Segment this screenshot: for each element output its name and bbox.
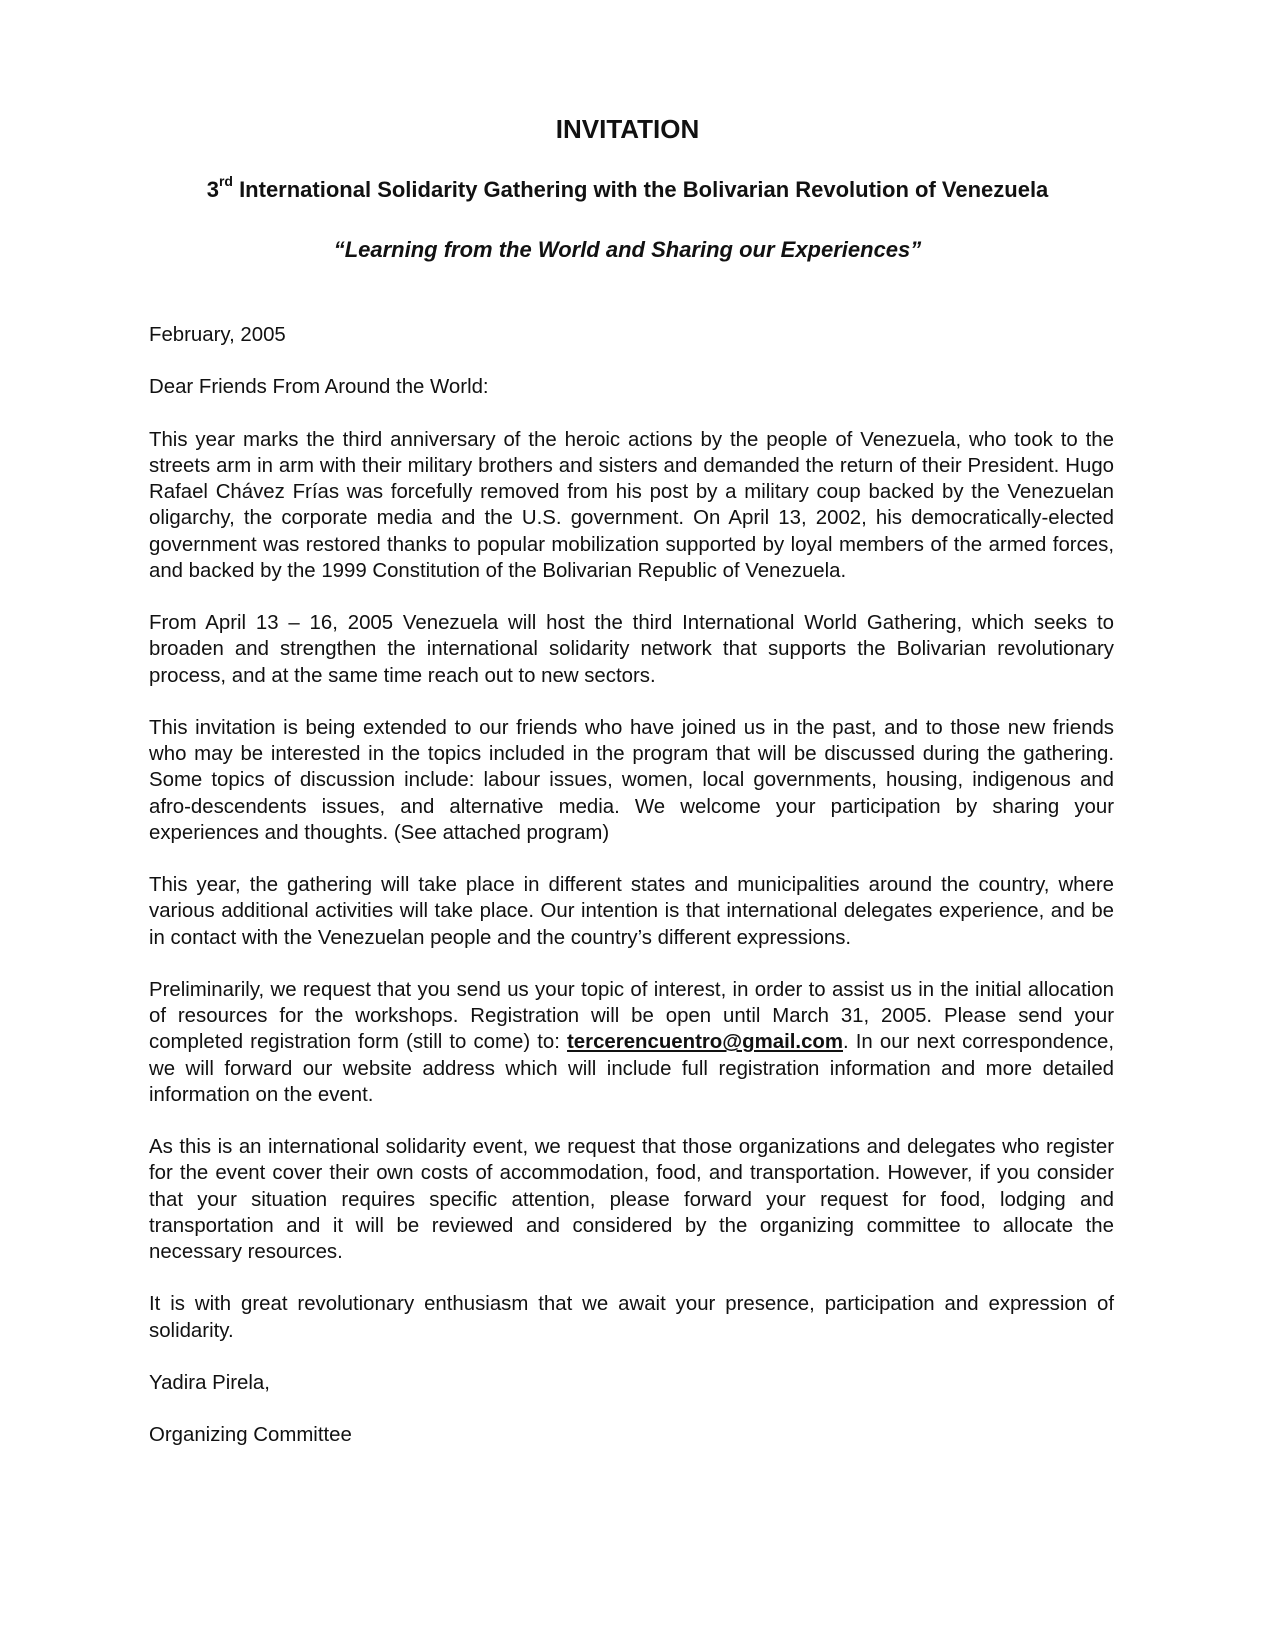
document-tagline: “Learning from the World and Sharing our Experiences” [333,237,922,262]
paragraph-registration [149,977,1114,1108]
registration-text: Preliminarily, we request that you send us your topic of interest, in order to assist us in the initial allocation of resources for the workshops. Registration will be open until March 31, 2005. Please send your completed registration form (still to come) to: [149,978,1114,1054]
subtitle-ordinal-suffix: rd [218,172,233,189]
paragraph-gathering-dates: From April 13 – 16, 2005 Venezuela will host the third International World Gathering, which seeks to broaden and strengthen the international solidarity network that supports the Bolivarian revolutionary process, and at the same time reach out to new sectors. [149,612,1114,687]
subtitle-text: International Solidarity Gathering with the Bolivarian Revolution of Venezuela [232,177,1049,202]
signer-role: Organizing Committee [149,1424,352,1447]
paragraph-invitation-topics: This invitation is being extended to our friends who have joined us in the past, and to those new friends who may be interested in the topics included in the program that will be discussed during the gathering. Some topics of discussion include: labour issues, women, local governments, housing, indigenous and afro-descendents issues, and alternative media. We welcome your participation by sharing your experiences and thoughts. (See attached program) [149,716,1114,844]
document-title: INVITATION [555,114,700,144]
subtitle-ordinal: 3 [206,177,219,202]
paragraph-anniversary: This year marks the third anniversary of the heroic actions by the people of Venezuela, who took to the streets arm in arm with their military brothers and sisters and demanded the return of their President. Hugo Rafael Chávez Frías was forcefully removed from his post by a military coup backed by the Venezuelan oligarchy, the corporate media and the U.S. government. On April 13, 2002, his democratically-elected government was restored thanks to popular mobilization supported by loyal members of the armed forces, and backed by the 1999 Constitution of the Bolivarian Republic of Venezuela. [149,428,1114,582]
signer-name: Yadira Pirela, [149,1371,270,1394]
paragraph-locations: This year, the gathering will take place in different states and municipalities around the country, where various additional activities will take place. Our intention is that international delegates experience, and be in contact with the Venezuelan people and the country’s different expressions. [149,874,1114,949]
registration-text-continued: . In our next correspondence, we will forward our website address which will include full registration information and more detailed information on the event. [149,1031,1114,1106]
letter-body [149,322,1114,1475]
letter-salutation: Dear Friends From Around the World: [149,376,489,399]
letter-date: February, 2005 [149,324,286,346]
email-link[interactable]: tercerencuentro@gmail.com [567,1031,843,1054]
document-subtitle [0,172,1265,204]
paragraph-costs: As this is an international solidarity event, we request that those organizations and delegates who register for the event cover their own costs of accommodation, food, and transportation. However, if you consider that your situation requires specific attention, please forward your request for food, lodging and transportation and it will be reviewed and considered by the organizing committee to allocate the necessary resources. [149,1136,1114,1263]
paragraph-closing: It is with great revolutionary enthusiasm that we await your presence, participation and expression of solidarity. [149,1293,1114,1342]
